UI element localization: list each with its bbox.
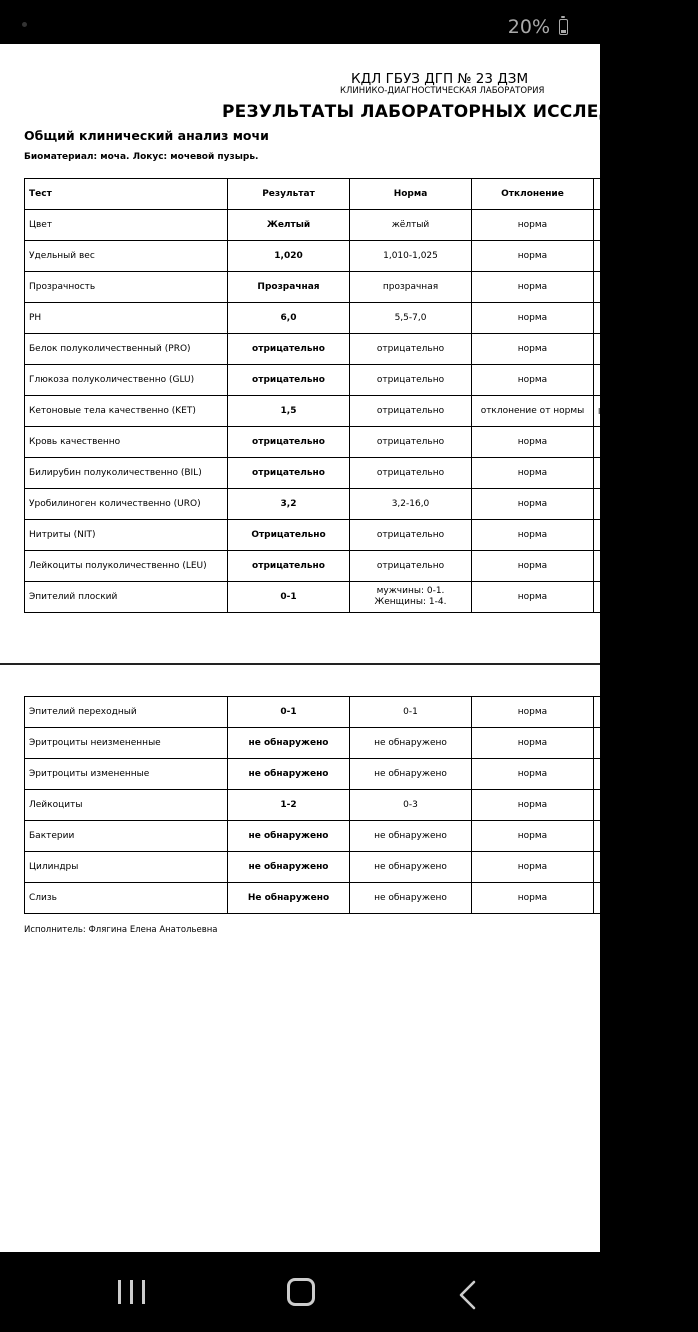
header-test: Тест (25, 179, 228, 210)
test-name-cell: Эритроциты неизмененные (25, 728, 228, 759)
deviation-cell: норма (472, 790, 594, 821)
result-value-cell: Не обнаружено (228, 883, 350, 914)
norm-value-cell: 1,010-1,025 (350, 241, 472, 272)
table-row (25, 728, 625, 759)
norm-value-cell: не обнаружено (350, 852, 472, 883)
norm-value-cell: отрицательно (350, 458, 472, 489)
result-value-cell: отрицательно (228, 458, 350, 489)
extra-cell (594, 241, 625, 272)
table-row (25, 520, 625, 551)
table-row (25, 551, 625, 582)
extra-cell (594, 272, 625, 303)
deviation-cell: норма (472, 303, 594, 334)
deviation-cell: норма (472, 241, 594, 272)
extra-cell (594, 582, 625, 613)
extra-cell (594, 821, 625, 852)
deviation-cell: норма (472, 272, 594, 303)
result-value-cell: Отрицательно (228, 520, 350, 551)
deviation-cell: норма (472, 210, 594, 241)
extra-cell (594, 365, 625, 396)
test-name-cell: Бактерии (25, 821, 228, 852)
header-result: Результат (228, 179, 350, 210)
battery-icon (559, 19, 568, 35)
extra-cell (594, 458, 625, 489)
result-value-cell: Прозрачная (228, 272, 350, 303)
extra-cell (594, 303, 625, 334)
test-name-cell: Цилиндры (25, 852, 228, 883)
norm-value-cell: жёлтый (350, 210, 472, 241)
biomaterial-info: Биоматериал: моча. Локус: мочевой пузырь. (24, 152, 259, 162)
navigation-bar (0, 1252, 600, 1332)
result-value-cell: 3,2 (228, 489, 350, 520)
result-value-cell: отрицательно (228, 551, 350, 582)
table-row (25, 365, 625, 396)
deviation-cell: норма (472, 520, 594, 551)
results-table-part2 (24, 696, 625, 914)
result-value-cell: 6,0 (228, 303, 350, 334)
extra-cell (594, 427, 625, 458)
table-row (25, 303, 625, 334)
extra-cell (594, 790, 625, 821)
test-name-cell: Уробилиноген количественно (URO) (25, 489, 228, 520)
deviation-cell: норма (472, 821, 594, 852)
deviation-cell: норма (472, 582, 594, 613)
deviation-cell: норма (472, 427, 594, 458)
table-row (25, 396, 625, 427)
test-name-cell: Слизь (25, 883, 228, 914)
test-name-cell: Удельный вес (25, 241, 228, 272)
test-name-cell: Цвет (25, 210, 228, 241)
header-norm: Норма (350, 179, 472, 210)
result-value-cell: не обнаружено (228, 852, 350, 883)
extra-cell (594, 334, 625, 365)
result-value-cell: не обнаружено (228, 759, 350, 790)
table-row (25, 697, 625, 728)
norm-value-cell: 3,2-16,0 (350, 489, 472, 520)
table-row (25, 241, 625, 272)
table-row (25, 334, 625, 365)
result-value-cell: Желтый (228, 210, 350, 241)
test-name-cell: Нитриты (NIT) (25, 520, 228, 551)
test-name-cell: Билирубин полуколичественно (BIL) (25, 458, 228, 489)
test-name-cell: Глюкоза полуколичественно (GLU) (25, 365, 228, 396)
norm-value-cell: отрицательно (350, 551, 472, 582)
norm-value-cell: прозрачная (350, 272, 472, 303)
table-row (25, 272, 625, 303)
status-bar (0, 0, 600, 44)
test-name-cell: Эритроциты измененные (25, 759, 228, 790)
deviation-cell: норма (472, 883, 594, 914)
test-name-cell: Кетоновые тела качественно (KET) (25, 396, 228, 427)
result-value-cell: 0-1 (228, 582, 350, 613)
test-name-cell: Эпителий переходный (25, 697, 228, 728)
deviation-cell: норма (472, 852, 594, 883)
extra-cell (594, 210, 625, 241)
norm-value-cell: отрицательно (350, 427, 472, 458)
table-header-row (25, 179, 625, 210)
norm-value-cell: 5,5-7,0 (350, 303, 472, 334)
deviation-cell: норма (472, 365, 594, 396)
result-value-cell: отрицательно (228, 427, 350, 458)
norm-value-cell: не обнаружено (350, 821, 472, 852)
result-value-cell: не обнаружено (228, 728, 350, 759)
result-value-cell: отрицательно (228, 334, 350, 365)
result-value-cell: 0-1 (228, 697, 350, 728)
result-value-cell: не обнаружено (228, 821, 350, 852)
extra-cell (594, 520, 625, 551)
lab-department: КЛИНИКО-ДИАГНОСТИЧЕСКАЯ ЛАБОРАТОРИЯ (340, 86, 545, 96)
extra-cell (594, 489, 625, 520)
table-row (25, 852, 625, 883)
deviation-cell: норма (472, 728, 594, 759)
deviation-cell: норма (472, 697, 594, 728)
deviation-cell: норма (472, 759, 594, 790)
test-name-cell: Прозрачность (25, 272, 228, 303)
test-name-cell: PH (25, 303, 228, 334)
test-name-cell: Кровь качественно (25, 427, 228, 458)
table-row (25, 489, 625, 520)
norm-value-cell: не обнаружено (350, 728, 472, 759)
recent-apps-icon[interactable] (118, 1280, 146, 1304)
norm-value-cell: 0-1 (350, 697, 472, 728)
deviation-cell: норма (472, 334, 594, 365)
extra-cell (594, 697, 625, 728)
home-icon[interactable] (287, 1278, 315, 1306)
deviation-cell: норма (472, 551, 594, 582)
table-row (25, 883, 625, 914)
table-row (25, 759, 625, 790)
table-row (25, 427, 625, 458)
result-value-cell: 1,5 (228, 396, 350, 427)
table-row (25, 821, 625, 852)
norm-value-cell: отрицательно (350, 365, 472, 396)
battery-percentage: 20% (507, 16, 550, 38)
results-table-part1 (24, 178, 625, 613)
test-name-cell: Лейкоциты полуколичественно (LEU) (25, 551, 228, 582)
analysis-name: Общий клинический анализ мочи (24, 128, 269, 143)
performer-name: Исполнитель: Флягина Елена Анатольевна (24, 925, 218, 935)
back-icon[interactable] (456, 1280, 480, 1310)
header-deviation: Отклонение (472, 179, 594, 210)
extra-cell (594, 852, 625, 883)
extra-cell (594, 728, 625, 759)
camera-dot (22, 22, 27, 27)
document-page[interactable] (0, 44, 698, 1252)
norm-value-cell: не обнаружено (350, 883, 472, 914)
test-name-cell: Белок полуколичественный (PRO) (25, 334, 228, 365)
norm-value-cell: не обнаружено (350, 759, 472, 790)
deviation-cell: норма (472, 458, 594, 489)
norm-value-cell: отрицательно (350, 520, 472, 551)
extra-cell (594, 883, 625, 914)
table-row (25, 458, 625, 489)
test-name-cell: Эпителий плоский (25, 582, 228, 613)
header-extra (594, 179, 625, 210)
extra-cell (594, 759, 625, 790)
norm-value-cell: отрицательно (350, 396, 472, 427)
table-row (25, 790, 625, 821)
result-value-cell: отрицательно (228, 365, 350, 396)
lab-organization: КДЛ ГБУЗ ДГП № 23 ДЗМ (351, 71, 529, 87)
result-value-cell: 1-2 (228, 790, 350, 821)
test-name-cell: Лейкоциты (25, 790, 228, 821)
result-value-cell: 1,020 (228, 241, 350, 272)
extra-cell (594, 551, 625, 582)
document-title: РЕЗУЛЬТАТЫ ЛАБОРАТОРНЫХ ИССЛЕДОВАНИЙ (222, 102, 698, 122)
table-row (25, 210, 625, 241)
deviation-cell: норма (472, 489, 594, 520)
page-divider (0, 663, 600, 665)
norm-value-cell: мужчины: 0-1. Женщины: 1-4. (350, 582, 472, 613)
deviation-cell: отклонение от нормы (472, 396, 594, 427)
table-row (25, 582, 625, 613)
norm-value-cell: отрицательно (350, 334, 472, 365)
extra-cell: I (594, 396, 625, 427)
norm-value-cell: 0-3 (350, 790, 472, 821)
